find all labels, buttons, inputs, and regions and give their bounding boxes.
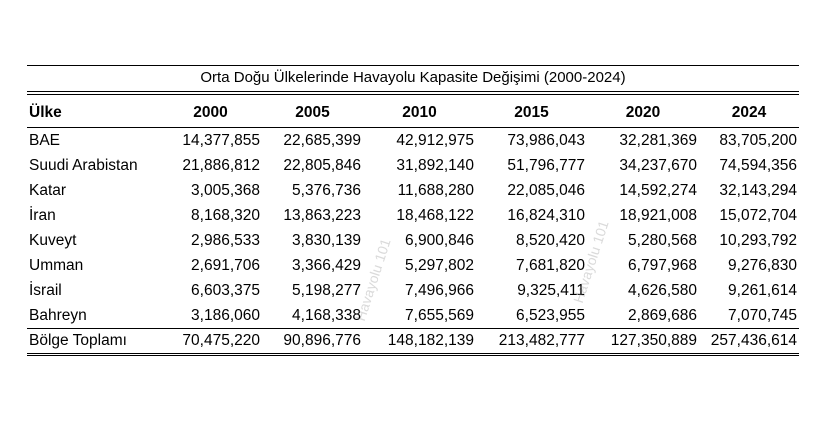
table-row [27,203,799,228]
country-cell: Kuveyt [29,232,77,249]
year-column-header: 2024 [731,104,767,121]
value-cell: 10,293,792 [719,232,797,249]
value-cell: 5,376,736 [292,182,361,199]
country-cell: Bahreyn [29,307,87,324]
value-cell: 14,592,274 [619,182,697,199]
value-cell: 4,168,338 [292,307,361,324]
header-row [27,95,799,128]
value-cell: 11,688,280 [397,182,474,199]
total-value-cell: 213,482,777 [498,332,585,349]
value-cell: 7,496,966 [405,282,474,299]
value-cell: 16,824,310 [507,207,585,224]
value-cell: 9,261,614 [728,282,797,299]
table-row [27,153,799,178]
value-cell: 2,691,706 [191,257,260,274]
capacity-table-container [27,65,799,356]
year-column-header: 2015 [514,104,549,121]
country-cell: İsrail [29,282,62,299]
year-column-header: 2000 [193,104,228,121]
value-cell: 3,186,060 [191,307,260,324]
value-cell: 5,198,277 [292,282,361,299]
value-cell: 73,986,043 [507,132,585,149]
value-cell: 83,705,200 [719,132,797,149]
value-cell: 31,892,140 [396,157,474,174]
title-rule [27,91,799,92]
total-label: Bölge Toplamı [29,332,127,349]
total-value-cell: 70,475,220 [182,332,260,349]
table-row [27,303,799,329]
value-cell: 22,685,399 [283,132,361,149]
value-cell: 13,863,223 [283,207,361,224]
value-cell: 32,143,294 [719,182,797,199]
country-cell: BAE [29,132,61,149]
value-cell: 18,921,008 [619,207,697,224]
value-cell: 32,281,369 [619,132,697,149]
total-value-cell: 90,896,776 [283,332,361,349]
value-cell: 4,626,580 [628,282,697,299]
country-cell: İran [29,207,56,224]
value-cell: 34,237,670 [619,157,697,174]
value-cell: 9,276,830 [728,257,797,274]
value-cell: 7,070,745 [728,307,797,324]
value-cell: 3,005,368 [191,182,260,199]
value-cell: 5,297,802 [405,257,474,274]
value-cell: 15,072,704 [719,207,797,224]
country-cell: Umman [29,257,84,274]
value-cell: 18,468,122 [396,207,474,224]
table-row [27,178,799,203]
value-cell: 21,886,812 [182,157,260,174]
value-cell: 6,900,846 [405,232,474,249]
value-cell: 51,796,777 [507,157,585,174]
value-cell: 2,986,533 [191,232,260,249]
value-cell: 5,280,568 [628,232,697,249]
country-cell: Katar [29,182,67,199]
watermark-text: Havayolu 101 [352,236,394,323]
value-cell: 74,594,356 [719,157,797,174]
value-cell: 3,366,429 [292,257,361,274]
year-column-header: 2005 [295,104,330,121]
table-row [27,253,799,278]
value-cell: 8,168,320 [191,207,260,224]
value-cell: 14,377,855 [182,132,260,149]
total-value-cell: 148,182,139 [387,332,474,349]
table-title: Orta Doğu Ülkelerinde Havayolu Kapasite Değişimi (2000-2024) [200,69,626,86]
value-cell: 6,797,968 [628,257,697,274]
watermark-text: Havayolu 101 [570,218,612,305]
value-cell: 22,805,846 [283,157,361,174]
value-cell: 9,325,411 [517,282,585,299]
table-row [27,278,799,303]
value-cell: 3,830,139 [292,232,361,249]
capacity-table [27,95,799,356]
year-column-header: 2010 [402,104,437,121]
value-cell: 7,681,820 [516,257,585,274]
country-column-header: Ülke [29,104,62,121]
total-value-cell: 127,350,889 [610,332,697,349]
table-row [27,228,799,253]
year-column-header: 2020 [625,104,661,121]
table-row [27,128,799,154]
value-cell: 22,085,046 [507,182,585,199]
value-cell: 7,655,569 [405,307,474,324]
total-value-cell: 257,436,614 [710,332,797,349]
value-cell: 6,523,955 [516,307,585,324]
country-cell: Suudi Arabistan [29,157,138,174]
value-cell: 2,869,686 [628,307,697,324]
value-cell: 42,912,975 [396,132,474,149]
value-cell: 6,603,375 [191,282,260,299]
value-cell: 8,520,420 [516,232,585,249]
total-row [27,329,799,355]
